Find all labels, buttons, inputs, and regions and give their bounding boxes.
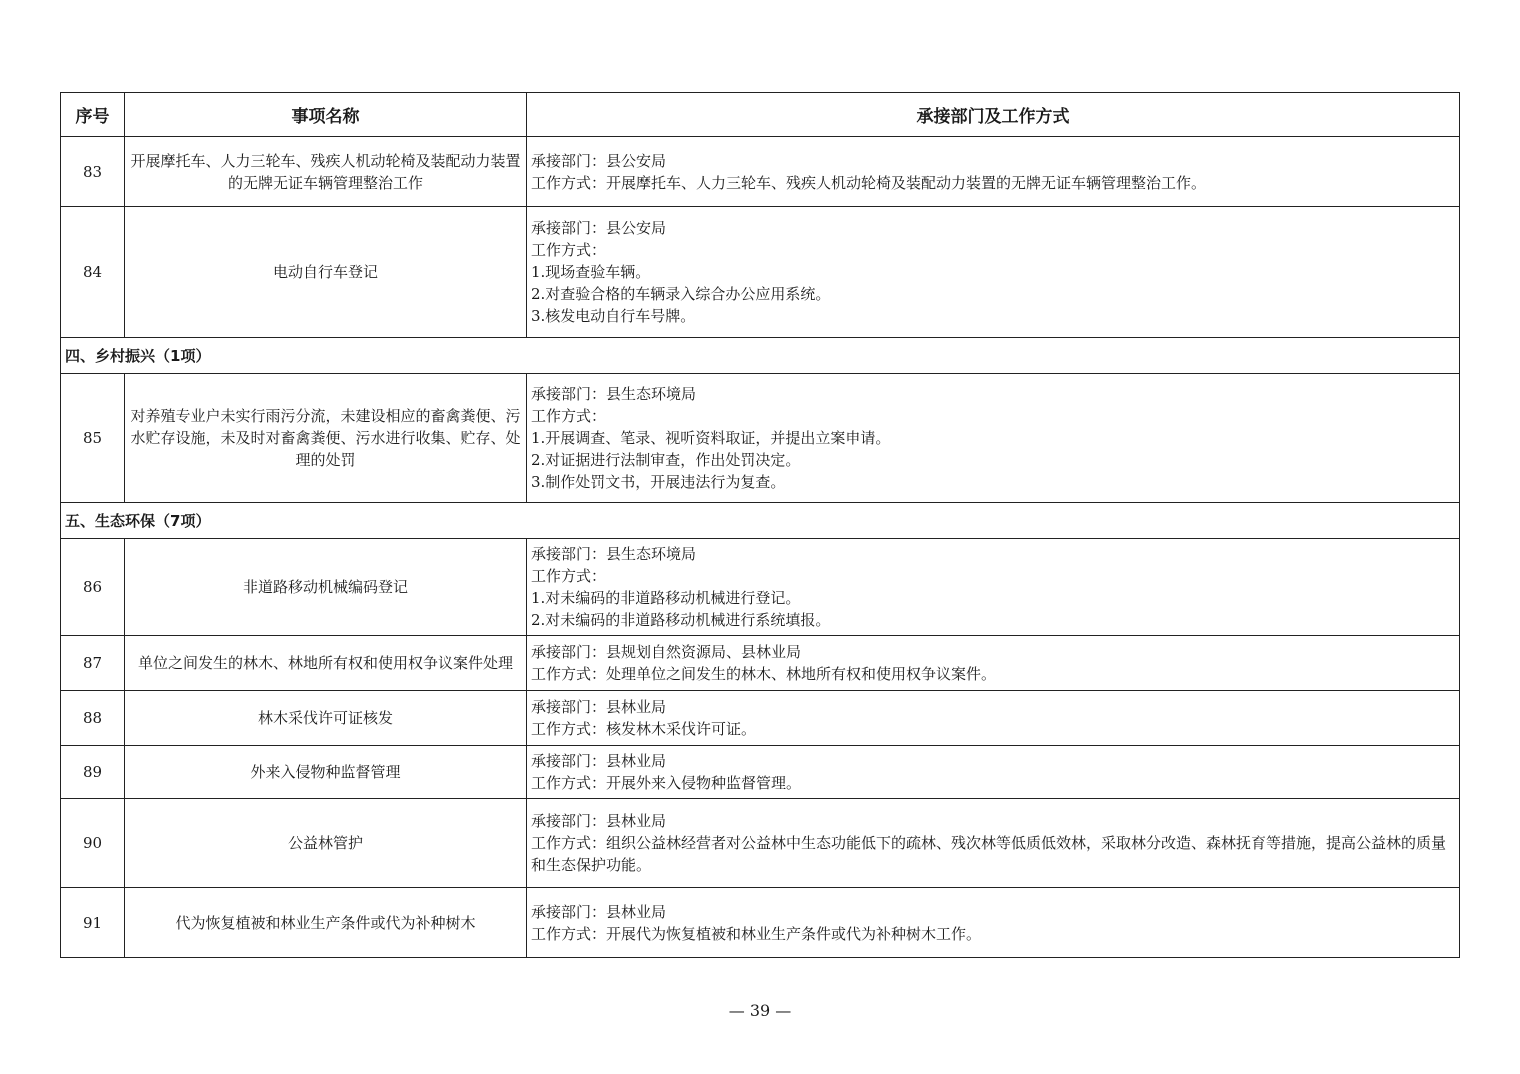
item-name: 外来入侵物种监督管理 bbox=[125, 746, 527, 799]
item-number: 88 bbox=[61, 691, 125, 746]
item-name: 公益林管护 bbox=[125, 799, 527, 888]
item-number: 91 bbox=[61, 888, 125, 958]
detail-line: 承接部门：县规划自然资源局、县林业局 bbox=[531, 643, 802, 661]
item-name: 对养殖专业户未实行雨污分流，未建设相应的畜禽粪便、污水贮存设施，未及时对畜禽粪便、污水进行收集、贮存、处理的处罚 bbox=[125, 374, 527, 503]
header-department-method: 承接部门及工作方式 bbox=[527, 93, 1460, 137]
header-number: 序号 bbox=[61, 93, 125, 137]
detail-line: 1.开展调查、笔录、视听资料取证，并提出立案申请。 bbox=[531, 429, 891, 447]
detail-line: 工作方式： bbox=[531, 567, 607, 585]
item-detail bbox=[527, 374, 1460, 503]
item-number: 87 bbox=[61, 636, 125, 691]
detail-line: 1.对未编码的非道路移动机械进行登记。 bbox=[531, 589, 801, 607]
item-name: 开展摩托车、人力三轮车、残疾人机动轮椅及装配动力装置的无牌无证车辆管理整治工作 bbox=[125, 137, 527, 207]
detail-line: 2.对未编码的非道路移动机械进行系统填报。 bbox=[531, 611, 831, 629]
header-row bbox=[61, 93, 1460, 137]
table-body bbox=[61, 137, 1460, 958]
section-row bbox=[61, 338, 1460, 374]
detail-line: 工作方式： bbox=[531, 407, 607, 425]
detail-line: 3.核发电动自行车号牌。 bbox=[531, 307, 696, 325]
item-detail bbox=[527, 207, 1460, 338]
detail-line: 工作方式： bbox=[531, 241, 607, 259]
item-name: 单位之间发生的林木、林地所有权和使用权争议案件处理 bbox=[125, 636, 527, 691]
detail-line: 承接部门：县林业局 bbox=[531, 812, 667, 830]
table-row bbox=[61, 746, 1460, 799]
detail-line: 2.对查验合格的车辆录入综合办公应用系统。 bbox=[531, 285, 831, 303]
item-number: 89 bbox=[61, 746, 125, 799]
items-table bbox=[60, 92, 1460, 958]
item-detail bbox=[527, 636, 1460, 691]
item-number: 84 bbox=[61, 207, 125, 338]
detail-line: 承接部门：县生态环境局 bbox=[531, 545, 697, 563]
detail-line: 1.现场查验车辆。 bbox=[531, 263, 651, 281]
item-detail bbox=[527, 746, 1460, 799]
item-name: 电动自行车登记 bbox=[125, 207, 527, 338]
page-number: — 39 — bbox=[728, 1001, 792, 1020]
table-row bbox=[61, 888, 1460, 958]
table-row bbox=[61, 539, 1460, 636]
table-row bbox=[61, 636, 1460, 691]
item-name: 代为恢复植被和林业生产条件或代为补种树木 bbox=[125, 888, 527, 958]
detail-line: 工作方式：组织公益林经营者对公益林中生态功能低下的疏林、残次林等低质低效林，采取林分改造、森林抚育等措施，提高公益林的质量和生态保护功能。 bbox=[531, 834, 1447, 874]
detail-line: 工作方式：开展摩托车、人力三轮车、残疾人机动轮椅及装配动力装置的无牌无证车辆管理整治工作。 bbox=[531, 173, 1207, 192]
detail-line: 3.制作处罚文书，开展违法行为复查。 bbox=[531, 473, 786, 491]
item-number: 90 bbox=[61, 799, 125, 888]
item-detail bbox=[527, 888, 1460, 958]
item-number: 85 bbox=[61, 374, 125, 503]
section-row bbox=[61, 503, 1460, 539]
table-row bbox=[61, 691, 1460, 746]
detail-line: 承接部门：县公安局 bbox=[531, 219, 667, 237]
detail-line: 工作方式：开展代为恢复植被和林业生产条件或代为补种树木工作。 bbox=[531, 924, 982, 943]
item-number: 83 bbox=[61, 137, 125, 207]
table-row bbox=[61, 799, 1460, 888]
item-detail bbox=[527, 691, 1460, 746]
item-detail bbox=[527, 137, 1460, 207]
item-detail bbox=[527, 539, 1460, 636]
detail-line: 承接部门：县林业局 bbox=[531, 698, 667, 716]
header-item-name: 事项名称 bbox=[125, 93, 527, 137]
section-title: 五、生态环保（7项） bbox=[61, 503, 1460, 539]
detail-line: 承接部门：县公安局 bbox=[531, 151, 667, 170]
item-detail bbox=[527, 799, 1460, 888]
detail-line: 承接部门：县生态环境局 bbox=[531, 385, 697, 403]
detail-line: 承接部门：县林业局 bbox=[531, 902, 667, 921]
section-title: 四、乡村振兴（1项） bbox=[61, 338, 1460, 374]
table-row bbox=[61, 207, 1460, 338]
detail-line: 工作方式：开展外来入侵物种监督管理。 bbox=[531, 774, 802, 792]
item-name: 非道路移动机械编码登记 bbox=[125, 539, 527, 636]
detail-line: 工作方式：核发林木采伐许可证。 bbox=[531, 720, 757, 738]
item-name: 林木采伐许可证核发 bbox=[125, 691, 527, 746]
table-row bbox=[61, 137, 1460, 207]
detail-line: 承接部门：县林业局 bbox=[531, 752, 667, 770]
detail-line: 2.对证据进行法制审查，作出处罚决定。 bbox=[531, 451, 801, 469]
item-number: 86 bbox=[61, 539, 125, 636]
table-row bbox=[61, 374, 1460, 503]
detail-line: 工作方式：处理单位之间发生的林木、林地所有权和使用权争议案件。 bbox=[531, 665, 997, 683]
